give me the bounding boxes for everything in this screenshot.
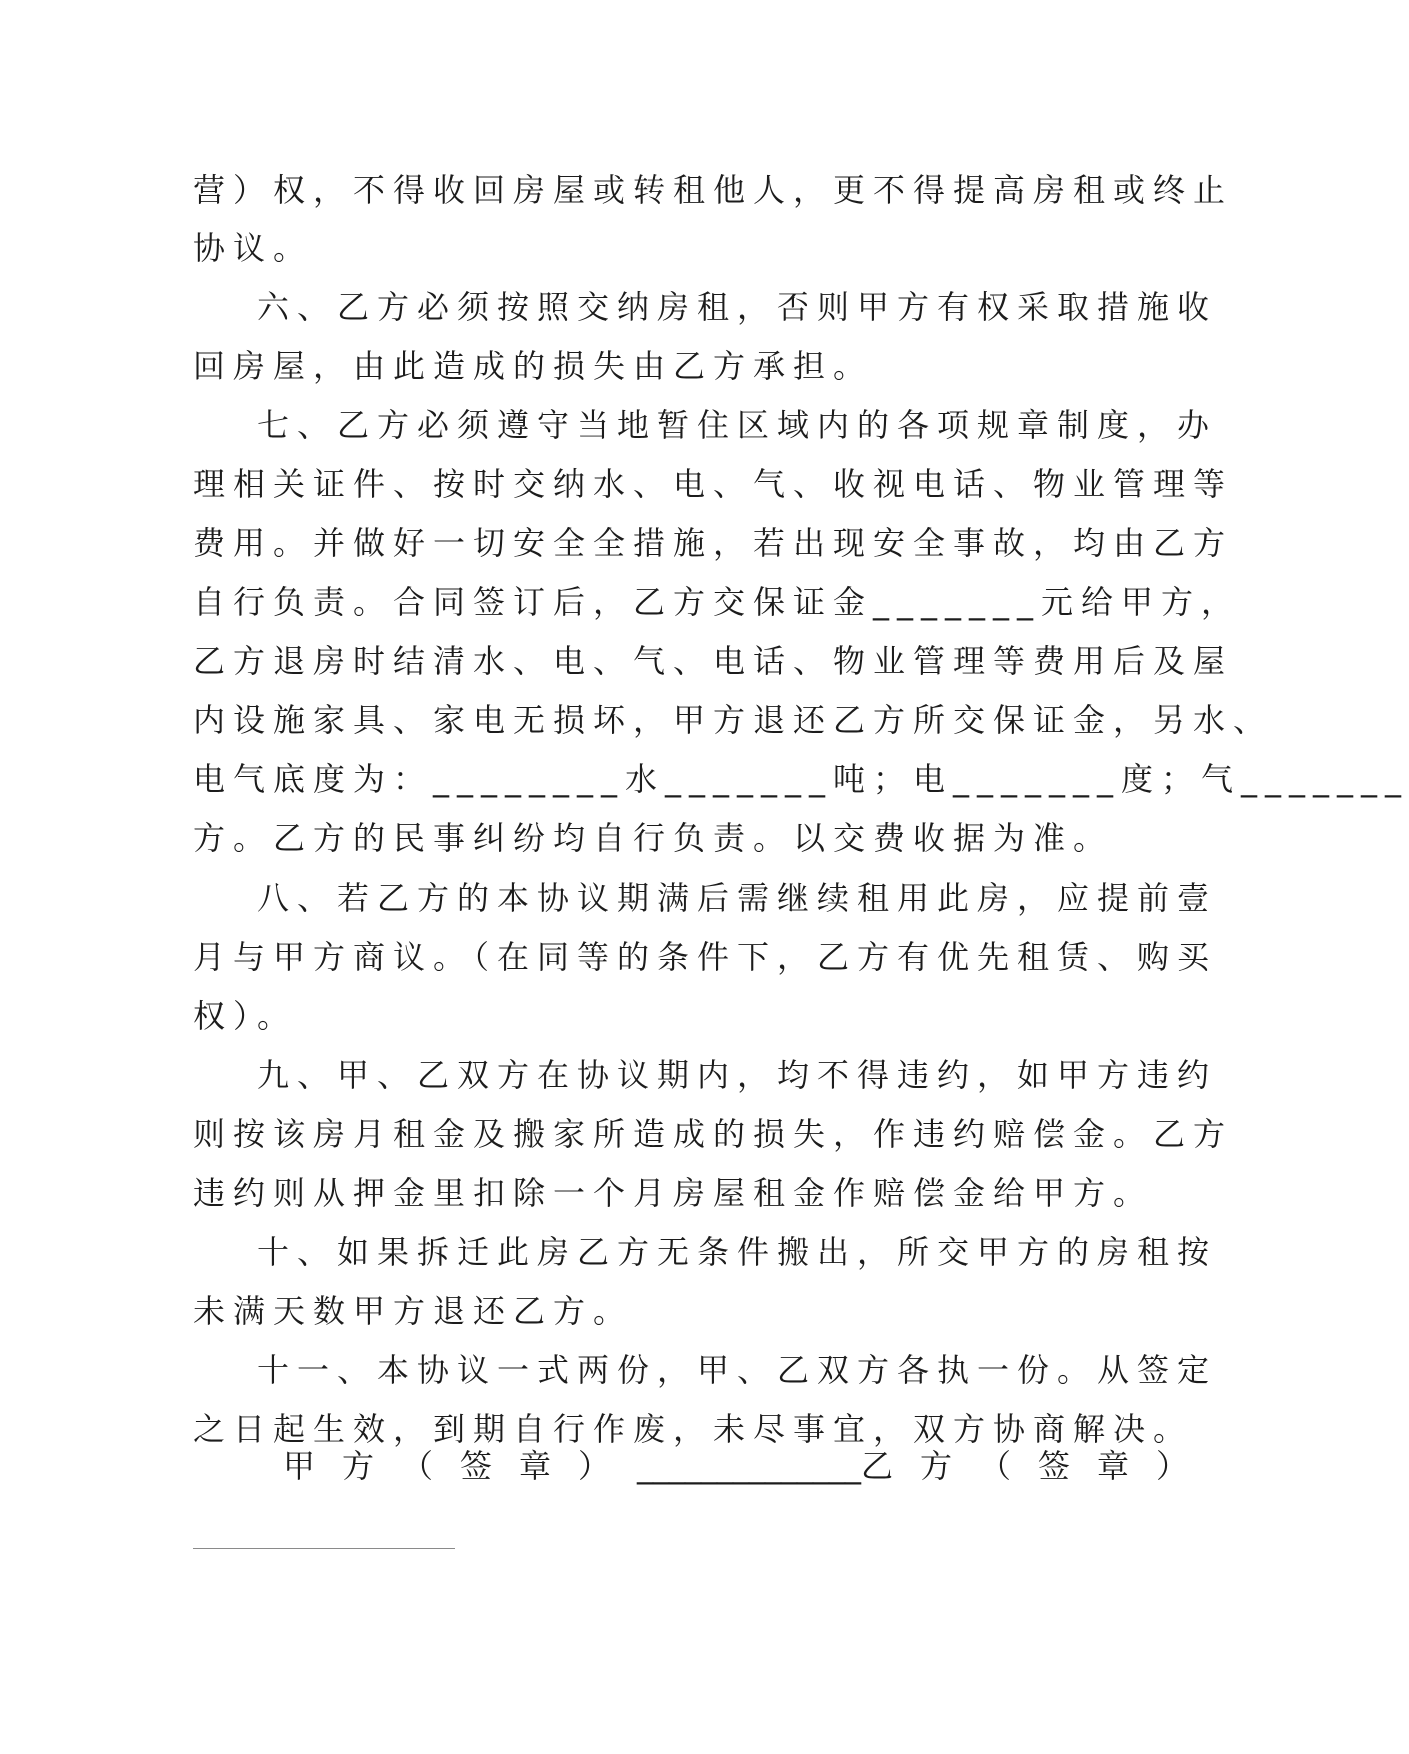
text-line: 乙方退房时结清水、电、气、电话、物业管理等费用后及屋 xyxy=(193,642,1234,680)
text-line: 十、如果拆迁此房乙方无条件搬出，所交甲方的房租按 xyxy=(257,1233,1218,1271)
text-line: 则按该房月租金及搬家所造成的损失，作违约赔偿金。乙方 xyxy=(193,1115,1234,1153)
text-line: 理相关证件、按时交纳水、电、气、收视电话、物业管理等 xyxy=(193,465,1234,503)
text-line: 违约则从押金里扣除一个月房屋租金作赔偿金给甲方。 xyxy=(193,1174,1154,1212)
text-line: 六、乙方必须按照交纳房租，否则甲方有权采取措施收 xyxy=(257,288,1218,326)
text-line: 回房屋，由此造成的损失由乙方承担。 xyxy=(193,347,874,385)
text-line: 电气底度为：________水_______吨；电_______度；气_______ xyxy=(193,760,1409,798)
text-line: 八、若乙方的本协议期满后需继续租用此房，应提前壹 xyxy=(257,879,1218,917)
text-line: 十一、本协议一式两份，甲、乙双方各执一份。从签定 xyxy=(257,1351,1218,1389)
text-line: 内设施家具、家电无损坏，甲方退还乙方所交保证金，另水、 xyxy=(193,701,1274,739)
text-line: 营）权，不得收回房屋或转租他人，更不得提高房租或终止 xyxy=(193,171,1234,209)
text-line: 之日起生效，到期自行作废，未尽事宜，双方协商解决。 xyxy=(193,1410,1194,1448)
signature-blank: ______________ xyxy=(637,1447,862,1485)
text-line: 九、甲、乙双方在协议期内，均不得违约，如甲方违约 xyxy=(257,1056,1218,1094)
footnote-separator xyxy=(193,1548,455,1549)
text-line: 自行负责。合同签订后，乙方交保证金_______元给甲方， xyxy=(193,583,1242,621)
signature-line xyxy=(283,1437,1216,1495)
party-a-signature-label: 甲方（签章） xyxy=(283,1447,638,1485)
text-line: 权）。 xyxy=(193,997,298,1035)
text-line: 七、乙方必须遵守当地暂住区域内的各项规章制度，办 xyxy=(257,406,1218,444)
text-line: 月与甲方商议。（在同等的条件下，乙方有优先租赁、购买 xyxy=(193,938,1218,976)
text-line: 方。乙方的民事纠纷均自行负责。以交费收据为准。 xyxy=(193,819,1114,857)
party-b-signature-label: 乙方（签章） xyxy=(861,1447,1216,1485)
text-line: 未满天数甲方退还乙方。 xyxy=(193,1292,634,1330)
text-line: 费用。并做好一切安全全措施，若出现安全事故，均由乙方 xyxy=(193,524,1234,562)
text-line: 协议。 xyxy=(193,229,314,267)
